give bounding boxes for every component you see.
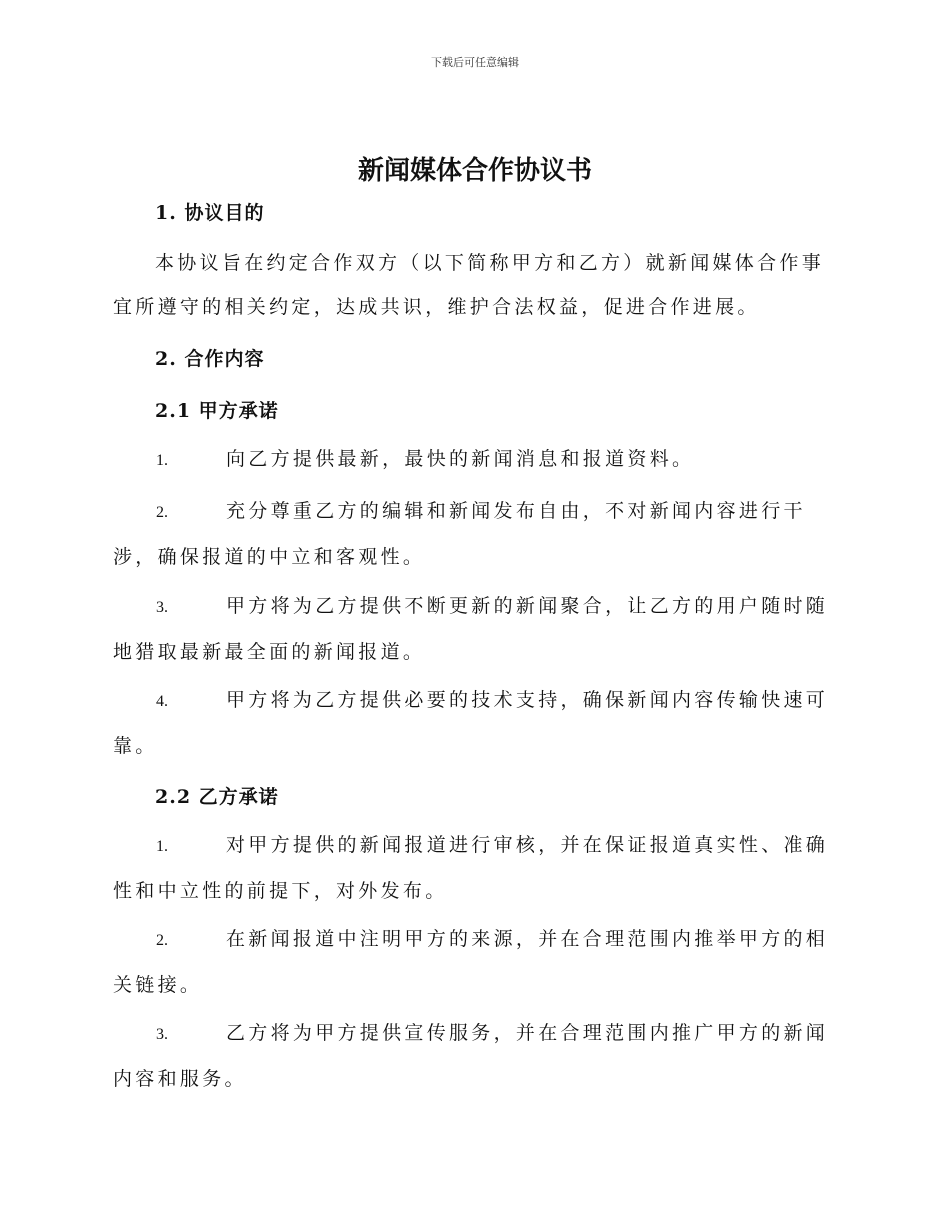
list-item-number: 1. — [156, 452, 168, 469]
list-item — [113, 823, 833, 913]
list-item-number: 4. — [156, 693, 168, 710]
list-item-text: 乙方将为甲方提供宣传服务，并在合理范围内推广甲方的新闻内容和服务。 — [113, 1022, 829, 1090]
list-item-number: 3. — [156, 599, 168, 616]
list-item — [113, 437, 833, 483]
list-item-text: 对甲方提供的新闻报道进行审核，并在保证报道真实性、准确性和中立性的前提下，对外发布。 — [113, 834, 829, 902]
subsection-heading-party-a: 2.1 甲方承诺 — [155, 400, 279, 422]
section-paragraph-purpose: 本协议旨在约定合作双方（以下简称甲方和乙方）就新闻媒体合作事宜所遵守的相关约定，达成共识，维护合法权益，促进合作进展。 — [113, 252, 825, 318]
list-item — [113, 584, 833, 674]
list-item-text: 甲方将为乙方提供不断更新的新闻聚合，让乙方的用户随时随地猎取最新最全面的新闻报道。 — [113, 595, 829, 663]
list-item-number: 2. — [156, 932, 168, 949]
list-item-number: 1. — [156, 838, 168, 855]
list-item-text: 向乙方提供最新，最快的新闻消息和报道资料。 — [226, 448, 695, 470]
header-note: 下载后可任意编辑 — [431, 56, 519, 69]
list-item — [113, 917, 833, 1007]
list-item-text: 充分尊重乙方的编辑和新闻发布自由，不对新闻内容进行干涉，确保报道的中立和客观性。 — [113, 500, 806, 568]
list-item-number: 3. — [156, 1026, 168, 1043]
subsection-heading-party-b: 2.2 乙方承诺 — [155, 786, 279, 808]
list-item-text: 甲方将为乙方提供必要的技术支持，确保新闻内容传输快速可靠。 — [113, 689, 829, 757]
list-item — [113, 1011, 833, 1101]
list-item — [113, 678, 833, 768]
list-item — [113, 489, 833, 579]
list-item-number: 2. — [156, 504, 168, 521]
document-title: 新闻媒体合作协议书 — [357, 156, 592, 186]
section-heading-content: 2. 合作内容 — [155, 348, 265, 370]
list-item-text: 在新闻报道中注明甲方的来源，并在合理范围内推举甲方的相关链接。 — [113, 928, 829, 996]
section-heading-purpose: 1. 协议目的 — [155, 202, 265, 224]
